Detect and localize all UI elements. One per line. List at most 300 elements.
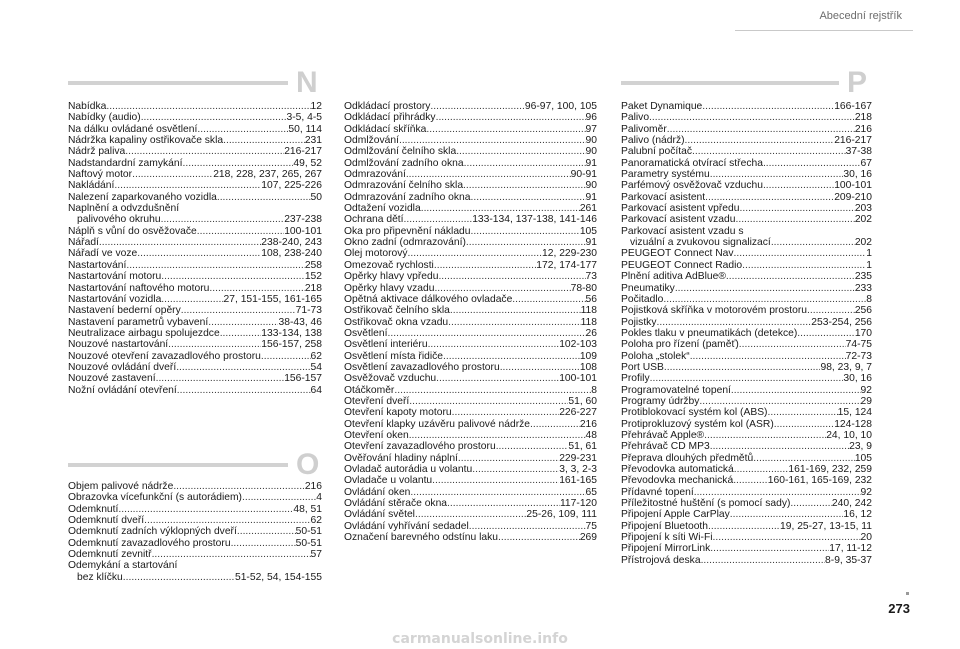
index-pages: 90 <box>585 180 597 192</box>
index-pages: 23, 9 <box>849 441 872 453</box>
index-term: Paket Dynamique <box>621 101 703 112</box>
index-entry <box>68 351 322 362</box>
dot-leader <box>447 498 560 509</box>
index-pages: 216 <box>304 481 322 492</box>
index-pages: 50-51 <box>295 537 322 549</box>
index-entry <box>621 169 872 180</box>
index-term: Připojení MirrorLink <box>621 543 711 555</box>
index-pages: 92 <box>860 384 872 396</box>
dot-leader <box>650 373 844 384</box>
index-entry <box>68 317 322 328</box>
index-pages: 233 <box>854 282 872 294</box>
index-term: Protiprokluzový systém kol (ASR) <box>621 418 774 430</box>
dot-leader <box>471 226 580 237</box>
index-entry <box>344 158 597 169</box>
index-pages: 75 <box>585 520 597 532</box>
index-pages: 73 <box>585 271 597 283</box>
index-entry <box>621 317 872 328</box>
index-term: Nouzové otevření zavazadlového prostoru <box>68 350 261 362</box>
index-pages: 161-169, 232, 259 <box>788 464 872 475</box>
index-term: Programovatelné topení <box>621 384 731 396</box>
index-pages: 105 <box>854 452 872 464</box>
dot-leader <box>771 237 855 248</box>
dot-leader <box>734 248 867 259</box>
dot-leader <box>197 124 288 135</box>
index-entry <box>344 146 597 157</box>
index-pages: 62 <box>310 515 322 527</box>
index-term: Ostřikovač okna vzadu <box>344 316 449 328</box>
index-pages: 51, 61 <box>568 441 597 453</box>
dot-leader <box>690 351 846 362</box>
index-entry <box>68 248 322 259</box>
dot-leader <box>656 317 811 328</box>
index-term: Odemknutí zavazadlového prostoru <box>68 537 231 549</box>
index-term: Odmlžování čelního skla <box>344 146 457 158</box>
index-pages: 48 <box>585 429 597 441</box>
index-entry <box>621 362 872 373</box>
index-pages: 27, 151-155, 161-165 <box>223 293 322 305</box>
index-term: Palivo <box>621 112 650 124</box>
index-term: Odtažení vozidla <box>344 203 421 215</box>
index-entry <box>344 317 597 328</box>
index-entry <box>68 328 322 339</box>
index-term: Okno zadní (odmrazování) <box>344 237 466 249</box>
index-entry <box>68 146 322 157</box>
index-pages: 65 <box>585 486 597 498</box>
index-term: palivového okruhu <box>77 214 161 226</box>
dot-leader <box>161 271 305 282</box>
dot-leader <box>409 430 586 441</box>
dot-leader <box>406 169 571 180</box>
dot-leader <box>141 112 287 123</box>
index-entry <box>68 283 322 294</box>
dot-leader <box>713 532 861 543</box>
index-entry <box>344 373 597 384</box>
index-entry <box>68 481 322 492</box>
dot-leader <box>197 226 284 237</box>
index-term: Odemknutí zevnitř <box>68 549 152 561</box>
index-term: Naplnění a odvzdušnění <box>68 203 180 215</box>
dot-leader <box>664 362 821 373</box>
index-term: Nakládání <box>68 180 115 192</box>
index-entry <box>344 260 597 271</box>
dot-leader <box>182 158 293 169</box>
index-entry <box>344 407 597 418</box>
index-pages: 20 <box>860 532 872 544</box>
index-entry <box>344 498 597 509</box>
letter-label: N <box>296 66 318 99</box>
index-pages: 202 <box>854 237 872 249</box>
index-pages: 90 <box>585 146 597 158</box>
index-entry <box>621 135 872 146</box>
index-entry <box>344 385 597 396</box>
index-pages: 62 <box>310 350 322 362</box>
index-pages: 124-128 <box>834 418 872 430</box>
index-term: Nouzové ovládání dveří <box>68 361 177 373</box>
index-pages: 156-157, 258 <box>261 339 322 351</box>
index-entry <box>68 362 322 373</box>
dot-leader <box>498 532 580 543</box>
index-pages: 218 <box>304 282 322 294</box>
dot-leader <box>763 180 834 191</box>
index-entry <box>621 453 872 464</box>
index-pages: 238-240, 243 <box>261 237 322 249</box>
dot-leader <box>704 430 826 441</box>
index-entry <box>68 572 322 583</box>
index-pages: 51, 60 <box>568 395 597 407</box>
dot-leader <box>734 464 789 475</box>
index-entry <box>344 521 597 532</box>
index-entry <box>621 487 872 498</box>
index-pages: 24, 10, 10 <box>826 429 872 441</box>
index-pages: 54 <box>310 361 322 373</box>
dot-leader <box>242 492 316 503</box>
index-term: Nádrž paliva <box>68 146 126 158</box>
index-term: PEUGEOT Connect Radio <box>621 259 743 271</box>
index-pages: 91 <box>585 157 597 169</box>
index-pages: 25-26, 109, 111 <box>526 509 597 521</box>
dot-leader <box>458 453 559 464</box>
index-term: Plnění aditiva AdBlue® <box>621 271 726 283</box>
index-term: Nastartování naftového motoru <box>68 282 210 294</box>
letter-label: P <box>847 66 868 99</box>
index-entry <box>68 271 322 282</box>
dot-leader <box>763 158 861 169</box>
index-pages: 235 <box>854 271 872 283</box>
index-entry <box>344 294 597 305</box>
index-entry <box>621 192 872 203</box>
dot-leader <box>742 260 866 271</box>
index-term: Osvětlení interiéru <box>344 339 428 351</box>
index-term: Nastartování <box>68 259 127 271</box>
index-term: Nouzové nastartování <box>68 339 169 351</box>
dot-leader <box>410 487 585 498</box>
dot-leader <box>530 419 580 430</box>
dot-leader <box>173 481 305 492</box>
index-term: Příležitostné huštění (s pomocí sady) <box>621 498 791 510</box>
index-entry <box>344 283 597 294</box>
index-pages: 15, 124 <box>837 407 872 419</box>
page-header <box>0 0 960 40</box>
dot-leader <box>394 385 591 396</box>
dot-leader <box>496 441 569 452</box>
index-pages: 118 <box>580 305 597 317</box>
index-term: Port USB <box>621 361 664 373</box>
index-pages: 108, 238-240 <box>261 248 322 260</box>
dot-leader <box>409 396 568 407</box>
dot-leader <box>710 543 829 554</box>
index-entry <box>621 283 872 294</box>
index-pages: 12, 229-230 <box>542 248 597 260</box>
index-pages: 160-161, 165-169, 232 <box>767 475 872 487</box>
index-entry <box>344 180 597 191</box>
letter-heading-o <box>68 448 320 482</box>
index-term: Přeprava dlouhých předmětů <box>621 452 754 464</box>
index-pages: 102-103 <box>559 339 597 351</box>
index-entry <box>68 260 322 271</box>
index-term: Parkovací asistent vzadu <box>621 214 736 226</box>
index-pages: 108 <box>579 361 597 373</box>
index-entry <box>621 146 872 157</box>
dot-leader <box>152 549 311 560</box>
index-entry <box>344 169 597 180</box>
dot-leader <box>421 203 580 214</box>
index-entry <box>621 294 872 305</box>
index-pages: 72-73 <box>845 350 872 362</box>
index-pages: 91 <box>585 191 597 203</box>
index-pages: 17, 11-12 <box>829 543 872 555</box>
index-pages: 253-254, 256 <box>811 316 872 328</box>
index-entry <box>621 475 872 486</box>
dot-leader <box>231 538 296 549</box>
index-pages: 133-134, 137-138, 141-146 <box>472 214 597 226</box>
index-pages: 152 <box>304 271 322 283</box>
dot-leader <box>675 283 855 294</box>
dot-leader <box>463 180 585 191</box>
dot-leader <box>404 214 473 225</box>
index-term: Ovládání vyhřívání sedadel <box>344 520 469 532</box>
index-pages: 3, 3, 2-3 <box>559 464 597 475</box>
index-pages: 161-165 <box>559 475 597 487</box>
index-term: Ovladač autorádia u volantu <box>344 464 473 475</box>
index-entry <box>344 237 597 248</box>
index-entry <box>621 260 872 271</box>
index-entry <box>621 419 872 430</box>
dot-leader <box>735 214 854 225</box>
letter-bar <box>68 81 288 85</box>
index-pages: 216 <box>579 418 597 430</box>
index-entry <box>344 441 597 452</box>
index-pages: 74-75 <box>845 339 872 351</box>
index-entry <box>344 475 597 486</box>
index-entry <box>621 396 872 407</box>
index-entry <box>68 492 322 503</box>
index-pages: 71-73 <box>295 305 322 317</box>
index-pages: 98, 23, 9, 7 <box>820 361 872 373</box>
index-pages: 38-43, 46 <box>278 316 322 328</box>
index-term: Připojení k síti Wi-Fi <box>621 532 713 544</box>
index-entry <box>621 237 872 248</box>
index-pages: 57 <box>310 549 322 561</box>
index-list-p <box>621 101 872 566</box>
page-header-title: Abecední rejstřík <box>819 10 902 22</box>
index-entry <box>621 509 872 520</box>
index-term: Ovládání světel <box>344 509 415 521</box>
dot-leader <box>456 146 585 157</box>
dot-leader <box>261 351 311 362</box>
index-term: Ostřikovač čelního skla <box>344 305 450 317</box>
index-term: Připojení Apple CarPlay <box>621 509 730 521</box>
index-pages: 172, 174-177 <box>536 259 597 271</box>
index-entry <box>344 214 597 225</box>
index-term: Nastavení parametrů vybavení <box>68 316 209 328</box>
index-entry <box>344 396 597 407</box>
index-entry <box>344 305 597 316</box>
index-term: Omezovač rychlosti <box>344 259 434 271</box>
index-pages: 50 <box>310 191 322 203</box>
index-entry <box>344 351 597 362</box>
index-entry <box>621 543 872 554</box>
dot-leader <box>753 453 855 464</box>
index-list-o-continued <box>344 101 597 543</box>
index-entry <box>344 203 597 214</box>
index-term: Parkovací asistent vzadu s <box>621 225 744 237</box>
dot-leader <box>733 475 768 486</box>
index-pages: 48, 51 <box>293 503 322 515</box>
dot-leader <box>471 192 586 203</box>
index-entry <box>344 135 597 146</box>
dot-leader <box>126 260 304 271</box>
dot-leader <box>663 294 866 305</box>
dot-leader <box>512 294 585 305</box>
index-entry <box>621 373 872 384</box>
letter-heading-n <box>68 66 320 100</box>
dot-leader <box>220 328 262 339</box>
dot-leader <box>118 504 293 515</box>
index-term: Pojistky <box>621 316 657 328</box>
index-term: Ochrana dětí <box>344 214 404 226</box>
dot-leader <box>705 192 834 203</box>
dot-leader <box>208 317 278 328</box>
index-term: Programy údržby <box>621 395 700 407</box>
index-entry <box>621 521 872 532</box>
index-entry <box>621 498 872 509</box>
index-pages: 8-9, 35-37 <box>825 554 872 566</box>
index-term: Odmlžování zadního okna <box>344 157 464 169</box>
index-entry <box>344 339 597 350</box>
index-term: Připojení Bluetooth <box>621 520 709 532</box>
index-entry <box>68 560 322 571</box>
dot-leader <box>730 509 844 520</box>
index-pages: 1 <box>866 248 872 260</box>
index-term: Pneumatiky <box>621 282 675 294</box>
index-entry <box>68 294 322 305</box>
index-pages: 156-157 <box>284 373 322 385</box>
index-pages: 226-227 <box>559 407 597 419</box>
header-rule <box>735 30 913 31</box>
dot-leader <box>428 339 560 350</box>
dot-leader <box>106 101 310 112</box>
dot-leader <box>415 509 526 520</box>
index-pages: 1 <box>866 259 872 271</box>
dot-leader <box>156 373 285 384</box>
index-entry <box>344 532 597 543</box>
index-term: Parametry systému <box>621 169 710 181</box>
index-entry <box>621 385 872 396</box>
dot-leader <box>237 526 296 537</box>
watermark-text: carmanualsonline.info <box>392 631 568 647</box>
index-term: Odkládací přihrádky <box>344 112 436 124</box>
dot-leader <box>436 373 559 384</box>
index-pages: 133-134, 138 <box>261 327 322 339</box>
index-term: Odkládací prostory <box>344 101 431 112</box>
index-pages: 109 <box>579 350 597 362</box>
index-pages: 216 <box>854 123 872 135</box>
index-pages: 30, 16 <box>843 373 872 385</box>
index-pages: 78-80 <box>570 282 597 294</box>
index-pages: 97 <box>585 123 597 135</box>
index-pages: 91 <box>585 237 597 249</box>
index-pages: 258 <box>304 259 322 271</box>
dot-leader <box>177 385 311 396</box>
index-pages: 96-97, 100, 105 <box>524 101 597 112</box>
dot-leader <box>807 305 855 316</box>
index-term: Parfémový osvěžovač vzduchu <box>621 180 763 192</box>
index-entry <box>344 112 597 123</box>
index-term: Opětná aktivace dálkového ovladače <box>344 293 513 305</box>
dot-leader <box>432 475 559 486</box>
index-term: Odmlžování <box>344 135 399 147</box>
index-term: Přehrávač Apple® <box>621 429 705 441</box>
index-entry <box>68 124 322 135</box>
dot-leader <box>161 294 223 305</box>
letter-bar <box>68 463 288 467</box>
index-pages: 256 <box>854 305 872 317</box>
index-entry <box>344 453 597 464</box>
dot-leader <box>450 305 581 316</box>
dot-leader <box>768 407 838 418</box>
index-term: Osvětlení místa řidiče <box>344 350 443 362</box>
index-pages: 19, 25-27, 13-15, 11 <box>780 520 872 532</box>
index-term: Odmrazování zadního okna <box>344 191 471 203</box>
index-pages: 100-101 <box>559 373 597 385</box>
index-pages: 237-238 <box>284 214 322 226</box>
index-term: bez klíčku <box>77 571 123 583</box>
dot-leader <box>694 487 861 498</box>
page-marker <box>906 592 909 595</box>
index-entry <box>621 305 872 316</box>
index-term: Nouzové zastavení <box>68 373 156 385</box>
index-term: Osvěžovač vzduchu <box>344 373 437 385</box>
index-entry <box>621 407 872 418</box>
index-term: Přídavné topení <box>621 486 694 498</box>
index-entry <box>621 124 872 135</box>
index-pages: 117-120 <box>559 498 597 510</box>
index-pages: 51-52, 54, 154-155 <box>234 571 322 583</box>
index-pages: 261 <box>579 203 597 215</box>
index-term: Nastartování vozidla <box>68 293 162 305</box>
index-entry <box>68 192 322 203</box>
dot-leader <box>790 498 832 509</box>
dot-leader <box>739 339 846 350</box>
dot-leader <box>436 112 586 123</box>
index-entry <box>344 192 597 203</box>
index-entry <box>68 169 322 180</box>
index-pages: 100-101 <box>284 225 322 237</box>
dot-leader <box>472 464 559 475</box>
index-entry <box>621 464 872 475</box>
index-term: Označení barevného odstínu laku <box>344 532 498 544</box>
index-term: Odemknutí zadních výklopných dveří <box>68 526 237 538</box>
index-entry <box>68 158 322 169</box>
index-entry <box>68 101 322 112</box>
index-pages: 3-5, 4-5 <box>286 112 322 124</box>
index-entry <box>344 419 597 430</box>
index-pages: 92 <box>860 486 872 498</box>
dot-leader <box>161 214 285 225</box>
index-term: Náplň s vůní do osvěžovače <box>68 225 197 237</box>
index-term: Ovladače u volantu <box>344 475 433 487</box>
index-pages: 202 <box>854 214 872 226</box>
letter-label: O <box>296 448 320 481</box>
dot-leader <box>739 203 854 214</box>
index-entry <box>621 203 872 214</box>
index-entry <box>68 305 322 316</box>
index-entry <box>621 339 872 350</box>
index-entry <box>68 135 322 146</box>
dot-leader <box>692 146 846 157</box>
index-entry <box>621 271 872 282</box>
